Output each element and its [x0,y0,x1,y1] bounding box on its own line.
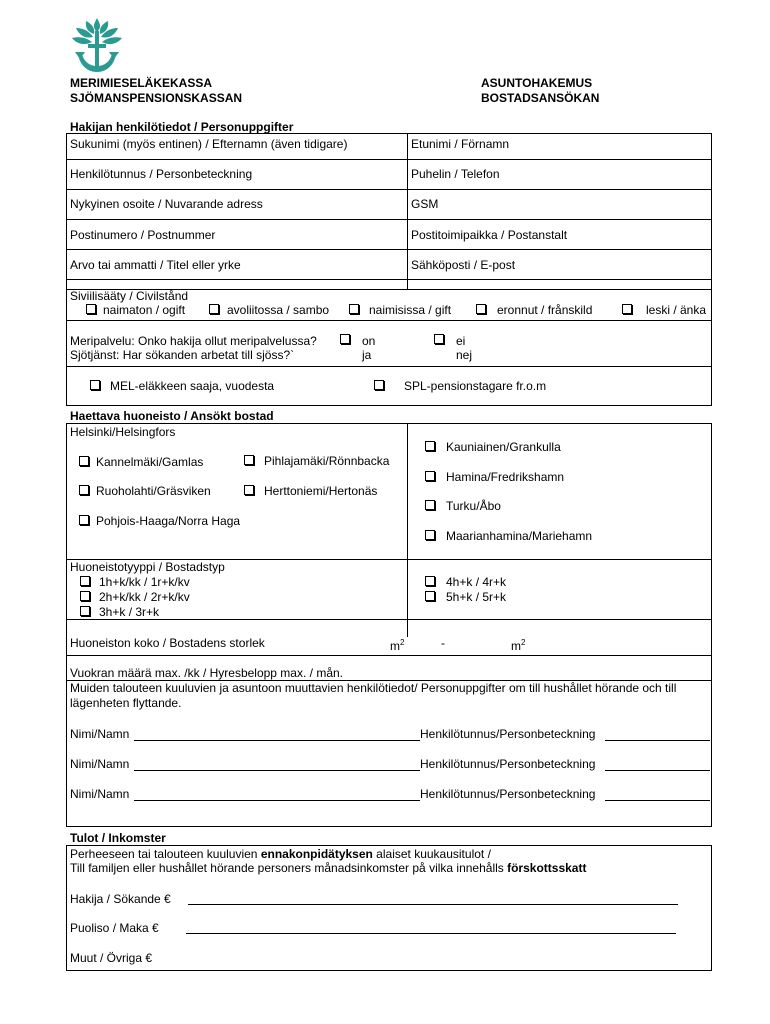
col-divider [407,133,408,289]
rent-max-field[interactable]: Vuokran määrä max. /kk / Hyresbelopp max. / mån. [70,666,343,680]
hamina-label: Hamina/Fredrikshamn [446,470,565,484]
income-heading: Tulot / Inkomster [70,831,166,845]
type-3h-checkbox[interactable] [80,606,90,616]
ruoholahti-checkbox[interactable] [79,485,89,495]
type-4h-label: 4h+k / 4r+k [446,575,507,589]
civil-cohabiting-checkbox[interactable] [209,304,219,314]
member1-name-label: Nimi/Namn [70,727,130,741]
income-spouse-label: Puoliso / Maka € [70,921,159,935]
income-applicant-input[interactable] [188,904,678,905]
herttoniemi-label: Herttoniemi/Hertonäs [264,484,378,498]
kauniainen-label: Kauniainen/Grankulla [446,440,561,454]
housing-heading: Haettava huoneisto / Ansökt bostad [70,409,274,423]
civil-married-checkbox[interactable] [349,304,359,314]
hamina-checkbox[interactable] [425,471,435,481]
sea-service-yes-checkbox[interactable] [340,334,350,344]
sea-service-no-checkbox[interactable] [434,334,444,344]
size-range-dash: - [441,636,445,650]
row-line [66,655,712,656]
address-field[interactable]: Nykyinen osoite / Nuvarande adress [70,197,263,211]
row-line [66,320,712,321]
size-min-unit: $m^2$ [390,638,405,653]
income-desc-sv: Till familjen eller hushållet hörande personers månadsinkomster på vilka innehålls förskottsskatt [70,861,587,875]
pihlajamaki-label: Pihlajamäki/Rönnbacka [264,454,390,468]
sea-service-question-sv: Sjötjänst: Har sökanden arbetat till sjöss?` [70,348,295,362]
row-line [66,249,712,250]
helsinki-label: Helsinki/Helsingfors [70,425,176,439]
member3-ssn-input[interactable] [605,800,710,801]
kannelmaki-checkbox[interactable] [79,456,89,466]
ruoholahti-label: Ruoholahti/Gräsviken [96,484,211,498]
income-other-label: Muut / Övriga € [70,951,153,965]
row-line [66,366,712,367]
kannelmaki-label: Kannelmäki/Gamlas [96,455,204,469]
member3-name-input[interactable] [134,800,420,801]
gsm-field[interactable]: GSM [411,197,439,211]
mel-pension-label: MEL-eläkkeen saaja, vuodesta [110,379,275,393]
sea-yes-sv: ja [362,348,372,362]
anchor-logo-icon [66,14,128,76]
civil-status-label: Siviilisääty / Civilstånd [70,289,189,303]
type-3h-label: 3h+k / 3r+k [99,605,160,619]
spl-pension-checkbox[interactable] [374,380,384,390]
sea-yes-fi: on [362,334,376,348]
phone-field[interactable]: Puhelin / Telefon [411,167,500,181]
member1-ssn-label: Henkilötunnus/Personbeteckning [420,727,596,741]
type-2h-label: 2h+k/kk / 2r+k/kv [99,590,190,604]
type-4h-checkbox[interactable] [425,576,435,586]
member3-name-label: Nimi/Namn [70,787,130,801]
income-desc-fi: Perheeseen tai talouteen kuuluvien ennakonpidätyksen alaiset kuukausitulot / [70,847,491,861]
civil-single-checkbox[interactable] [86,304,96,314]
col-divider [407,423,408,637]
civil-cohabiting-label: avoliitossa / sambo [227,303,330,317]
type-2h-checkbox[interactable] [80,591,90,601]
pohjois-haaga-label: Pohjois-Haaga/Norra Haga [96,514,241,528]
member2-name-input[interactable] [134,770,420,771]
ssn-field[interactable]: Henkilötunnus / Personbeteckning [70,167,253,181]
type-5h-label: 5h+k / 5r+k [446,590,507,604]
civil-divorced-checkbox[interactable] [476,304,486,314]
turku-checkbox[interactable] [425,500,435,510]
doc-title-sv: BOSTADSANSÖKAN [481,91,600,105]
row-line [66,619,712,620]
spl-pension-label: SPL-pensionstagare fr.o.m [404,379,547,393]
type-1h-label: 1h+k/kk / 1r+k/kv [99,575,190,589]
civil-widow-label: leski / änka [646,303,707,317]
civil-divorced-label: eronnut / frånskild [497,303,593,317]
email-field[interactable]: Sähköposti / E-post [411,258,516,272]
mel-pension-checkbox[interactable] [90,380,100,390]
apartment-size-label[interactable]: Huoneiston koko / Bostadens storlek [70,636,265,650]
applicant-heading: Hakijan henkilötiedot / Personuppgifter [70,120,294,134]
row-line [66,279,712,280]
org-name-fi: MERIMIESELÄKEKASSA [70,76,213,90]
household-info-text: Muiden talouteen kuuluvien ja asuntoon muuttavien henkilötiedot/ Personuppgifter om till hushållet hörande och till lägenheten flyttande. [70,681,677,710]
pohjois-haaga-checkbox[interactable] [79,515,89,525]
member2-ssn-input[interactable] [605,770,710,771]
surname-field[interactable]: Sukunimi (myös entinen) / Efternamn (även tidigare) [70,137,348,151]
civil-married-label: naimisissa / gift [369,303,452,317]
sea-service-question-fi: Meripalvelu: Onko hakija ollut meripalvelussa? [70,334,317,348]
sea-no-sv: nej [456,348,473,362]
title-field[interactable]: Arvo tai ammatti / Titel eller yrke [70,258,241,272]
org-name-sv: SJÖMANSPENSIONSKASSAN [70,91,243,105]
postcode-field[interactable]: Postinumero / Postnummer [70,228,216,242]
kauniainen-checkbox[interactable] [425,441,435,451]
sea-no-fi: ei [456,334,466,348]
member2-ssn-label: Henkilötunnus/Personbeteckning [420,757,596,771]
size-max-unit: $m^2$ [511,638,526,653]
civil-widow-checkbox[interactable] [622,304,632,314]
doc-title-fi: ASUNTOHAKEMUS [481,76,593,90]
member1-ssn-input[interactable] [605,740,710,741]
firstname-field[interactable]: Etunimi / Förnamn [411,137,510,151]
apartment-type-label: Huoneistotyyppi / Bostadstyp [70,560,225,574]
civil-single-label: naimaton / ogift [103,303,186,317]
type-5h-checkbox[interactable] [425,591,435,601]
member3-ssn-label: Henkilötunnus/Personbeteckning [420,787,596,801]
pihlajamaki-checkbox[interactable] [244,455,254,465]
type-1h-checkbox[interactable] [80,576,90,586]
row-line [66,189,712,190]
maarianhamina-checkbox[interactable] [425,530,435,540]
maarianhamina-label: Maarianhamina/Mariehamn [446,529,593,543]
member2-name-label: Nimi/Namn [70,757,130,771]
income-spouse-input[interactable] [186,933,676,934]
row-line [66,219,712,220]
herttoniemi-checkbox[interactable] [244,485,254,495]
postoffice-field[interactable]: Postitoimipaikka / Postanstalt [411,228,568,242]
row-line [66,159,712,160]
turku-label: Turku/Åbo [446,499,501,513]
income-applicant-label: Hakija / Sökande € [70,892,171,906]
member1-name-input[interactable] [134,740,420,741]
